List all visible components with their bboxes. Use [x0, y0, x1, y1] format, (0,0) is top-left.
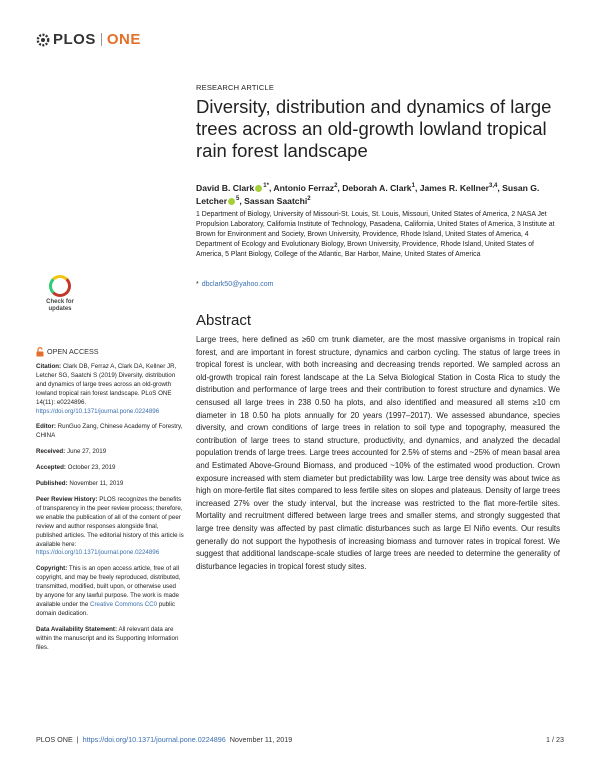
author-name: Susan G. Letcher [196, 182, 540, 207]
data-availability-label: Data Availability Statement: [36, 625, 118, 633]
abstract-heading: Abstract [196, 312, 252, 329]
data-availability-text: All relevant data are within the manuscript and its Supporting Information files. [36, 625, 179, 651]
author-name: James R. Kellner [419, 182, 489, 193]
peer-review-label: Peer Review History: [36, 495, 98, 503]
author-affiliation-marker: 1 [411, 183, 415, 189]
open-access-label [36, 347, 184, 357]
footer-date: November 11, 2019 [229, 735, 293, 744]
author-name: David B. Clark [196, 182, 255, 193]
peer-review-text: PLOS recognizes the benefits of transparency in the peer review process; therefore, we enable the publication of all of the content of peer review and author responses alongside final, published articles. The editorial history of this article is available here: [36, 495, 184, 548]
author-affiliation-marker: 1* [263, 183, 269, 189]
author-name: Sassan Saatchi [244, 196, 308, 207]
editor-text: RunGuo Zang, Chinese Academy of Forestry, CHINA [36, 423, 183, 440]
editor-label: Editor: [36, 423, 56, 431]
abstract-text: Large trees, here defined as ≥60 cm trunk diameter, are the most massive organisms in tropical rain forest, and are important in forest structure, dynamics and carbon cycling. The status of large trees in tropical forest is unclear, with both increasing and decreasing trends reported. We sampled across an old-growth tropical rain forest landscape at the La Selva Biological Station in Costa Rica to study the distribution and performance of large trees and their contribution to forest structure and dynamics. We censused all large trees in 238 0.50 ha plots, and also identified and measured all stems ≥10 cm diameter in 18 0.50 ha plots annually for 20 years (1997–2017). We assessed abundance, species diversity, and crown conditions of large trees in relation to soil type and topography, measured the contribution of large trees to stand structure, productivity, and dynamics, and analyzed the decadal population trends of large trees. Large trees accounted for 2.5% of stems and ~25% of mean basal area and Estimated Above-Ground Biomass, and produced ~10% of the estimated wood production. Crown exposure increased with stem diameter but predictability was low. Large tree density was about twice as high on more-fertile flat sites compared to less fertile sites on slopes and plateaus. Density of large trees increased 27% over the study interval, but the increase was restricted to the flat more-fertile sites. Mortality and recruitment differed between large trees and smaller stems, and strongly suggested that large tree density was affected by past climatic disturbances such as large El Niño events. Our results generally do not support the hypothesis of increasing biomass and turnover rates in tropical forest. We suggest that additional landscape-scale studies of large trees are needed to determine the generality of disturbance legacies in tropical forest study sites. [196, 335, 560, 571]
author-list: David B. Clark $^{1*}$, Antonio Ferraz$^2$, Deborah A. Clark$^1$, James R. Kellner$^{3,4}$, Susan G. Letcher $^5$, Sassan Saatchi$^2$ [196, 182, 540, 207]
accepted [36, 464, 184, 473]
accepted-date: October 23, 2019 [67, 464, 116, 472]
cc0-link[interactable]: Creative Commons CC0 [90, 600, 158, 608]
brand-separator [101, 33, 102, 46]
citation [36, 363, 184, 416]
brand-one: ONE [106, 31, 141, 48]
copyright-text: This is an open access article, free of all copyright, and may be freely reproduced, distributed, transmitted, modified, built upon, or otherwise used by anyone for any lawful purpose. The work is made available under the [36, 565, 181, 608]
email-link[interactable]: dbclark50@yahoo.com [201, 281, 274, 288]
peer-review [36, 496, 184, 558]
orcid-icon[interactable] [228, 198, 235, 205]
check-for-updates-badge[interactable] [40, 275, 80, 325]
citation-doi-link[interactable]: https://doi.org/10.1371/journal.pone.0224896 [36, 407, 160, 415]
orcid-icon[interactable] [255, 185, 262, 192]
published-date: November 11, 2019 [69, 480, 124, 488]
data-availability [36, 626, 184, 653]
page-footer: PLOS ONE | https://doi.org/10.1371/journal.pone.0224896 November 11, 2019 1 / 23 [36, 735, 564, 744]
article-sidebar [36, 347, 184, 659]
received-label: Received: [36, 448, 66, 456]
check-updates-label: Check for updates [46, 299, 74, 312]
corresponding-email[interactable] [196, 281, 273, 288]
peer-review-link[interactable]: https://doi.org/10.1371/journal.pone.0224896 [36, 549, 160, 557]
received [36, 448, 184, 457]
author-affiliation-marker: 3,4 [488, 183, 498, 189]
affiliations: 1 Department of Biology, University of Missouri-St. Louis, St. Louis, Missouri, United States of America, 2 NASA Jet Propulsion Laboratory, California Institute of Technology, Pasadena, California, United States of America, 3 Institute at Brown for Environment and Society, Brown University, Providence, Rhode Island, United States of America, 4 Department of Ecology and Evolutionary Biology, Brown University, Providence, Rhode Island, United States of America, 5 Plant Biology, College of the Atlantic, Bar Harbor, Maine, United States of America [196, 211, 555, 258]
published [36, 480, 184, 489]
accepted-label: Accepted: [36, 464, 66, 472]
check-updates-icon [49, 275, 71, 297]
author-name: Deborah A. Clark [342, 182, 412, 193]
author-affiliation-marker: 2 [307, 196, 311, 203]
citation-text: Clark DB, Ferraz A, Clark DA, Kellner JR, Letcher SG, Saatchi S (2019) Diversity, distribution and dynamics of large trees across an old-growth lowland tropical rain forest landscape. PLoS ONE 14(11): e0224896. [36, 363, 177, 406]
asterisk-icon: * [196, 281, 199, 288]
footer-doi-link[interactable]: https://doi.org/10.1371/journal.pone.0224896 [82, 735, 226, 744]
plos-gear-icon [36, 33, 50, 47]
author-name: Antonio Ferraz [273, 182, 335, 193]
author-affiliation-marker: 2 [334, 183, 338, 189]
published-label: Published: [36, 480, 68, 488]
received-date: June 27, 2019 [66, 448, 107, 456]
open-access-text: OPEN ACCESS [47, 346, 99, 356]
page-number: 1 / 23 [546, 735, 564, 744]
open-lock-icon [36, 347, 44, 357]
journal-logo[interactable] [36, 31, 141, 48]
copyright-label: Copyright: [36, 565, 68, 573]
editor [36, 423, 184, 441]
article-title: Diversity, distribution and dynamics of large trees across an old-growth lowland tropical rain forest landscape [196, 96, 552, 161]
brand-plos: PLOS [53, 31, 96, 48]
copyright [36, 565, 184, 618]
copyright-tail: public domain dedication. [36, 600, 175, 617]
footer-journal: PLOS ONE [36, 735, 73, 744]
citation-label: Citation: [36, 363, 62, 370]
article-type: RESEARCH ARTICLE [196, 83, 275, 92]
author-affiliation-marker: 5 [236, 196, 240, 203]
